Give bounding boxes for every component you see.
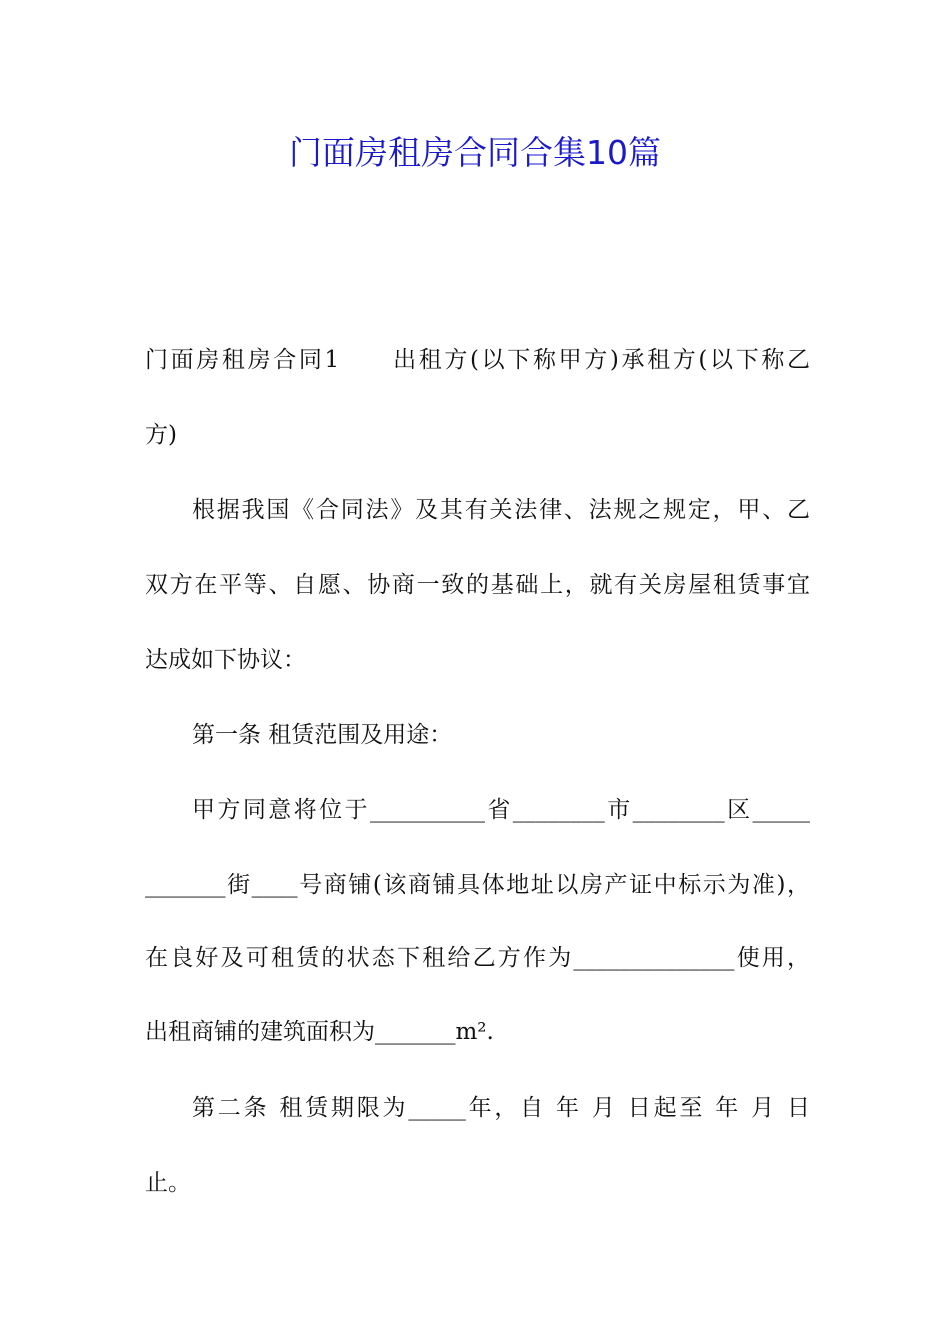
- paragraph-line: 达成如下协议：: [145, 647, 306, 673]
- paragraph-line: 双方在平等、自愿、协商一致的基础上，就有关房屋租赁事宜: [145, 572, 810, 598]
- paragraph-line: 出租商铺的建筑面积为_______m².: [145, 1019, 494, 1045]
- document-title: 门面房租房合同合集10篇: [289, 133, 661, 172]
- paragraph-line: 门面房租房合同1 出租方(以下称甲方)承租方(以下称乙: [145, 347, 810, 373]
- paragraph-line: 甲方同意将位于__________省________市________区_____: [192, 797, 810, 823]
- paragraph-line: 在良好及可租赁的状态下租给乙方作为______________使用，: [145, 945, 810, 971]
- paragraph-line: 根据我国《合同法》及其有关法律、法规之规定，甲、乙: [192, 497, 810, 523]
- paragraph-line: _______街____号商铺(该商铺具体地址以房产证中标示为准)，: [145, 872, 810, 898]
- paragraph-line: 第二条 租赁期限为_____年，自 年 月 日起至 年 月 日: [192, 1095, 810, 1121]
- paragraph-line: 止。: [145, 1170, 191, 1196]
- article-heading: 第一条 租赁范围及用途：: [192, 722, 453, 748]
- paragraph-line: 方): [145, 422, 177, 448]
